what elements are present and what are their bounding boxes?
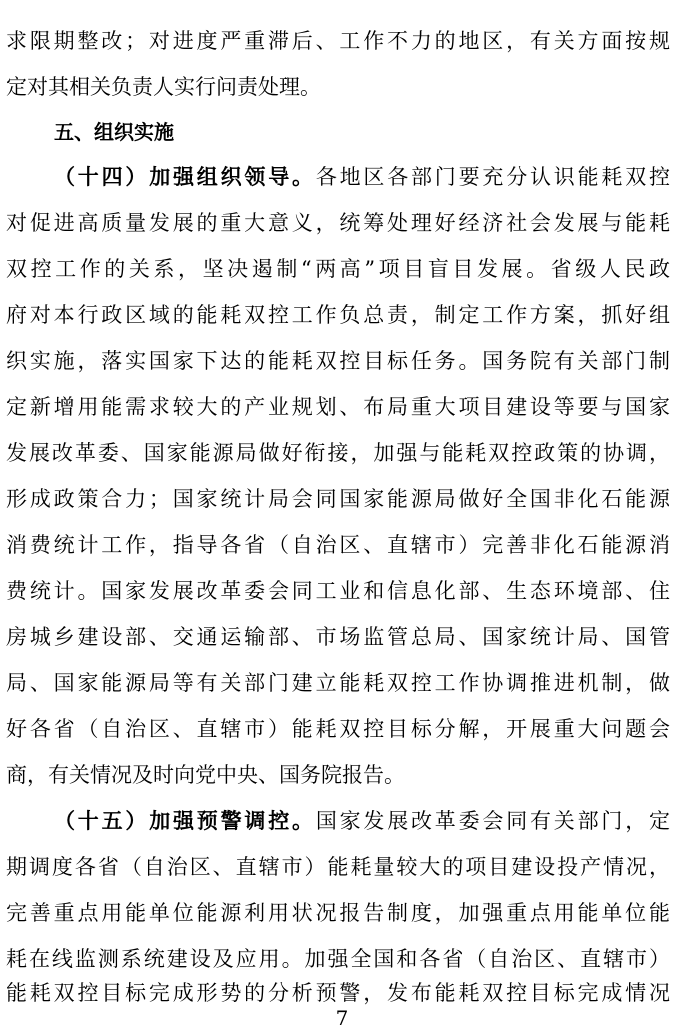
page-number: 7 <box>335 1006 349 1030</box>
para14-line: 费统计。国家发展改革委会同工业和信息化部、生态环境部、住 <box>6 579 670 603</box>
intro-line-1: 求限期整改；对进度严重滞后、工作不力的地区，有关方面按规 <box>6 29 670 53</box>
para14-line: 对促进高质量发展的重大意义，统筹处理好经济社会发展与能耗 <box>6 211 670 235</box>
intro-line-2: 定对其相关负责人实行问责处理。 <box>6 75 321 99</box>
para15-line: 耗在线监测系统建设及应用。加强全国和各省（自治区、直辖市） <box>6 947 670 971</box>
section-heading: 五、组织实施 <box>54 120 174 144</box>
para14-first-line-text: 各地区各部门要充分认识能耗双控 <box>315 165 670 189</box>
para15-first-line <box>54 806 670 836</box>
para14-line: 府对本行政区域的能耗双控工作负总责，制定工作方案，抓好组 <box>6 303 670 327</box>
para14-line: 房城乡建设部、交通运输部、市场监管总局、国家统计局、国管 <box>6 625 670 649</box>
para14-first-line <box>54 162 670 192</box>
para14-line: 形成政策合力；国家统计局会同国家能源局做好全国非化石能源 <box>6 487 670 511</box>
para15-first-line-text: 国家发展改革委会同有关部门，定 <box>315 809 670 833</box>
para15-heading: （十五）加强预警调控。 <box>54 809 316 833</box>
para14-line: 好各省（自治区、直辖市）能耗双控目标分解，开展重大问题会 <box>6 717 670 741</box>
para15-line: 完善重点用能单位能源利用状况报告制度，加强重点用能单位能 <box>6 901 670 925</box>
para14-line: 商，有关情况及时向党中央、国务院报告。 <box>6 763 405 787</box>
para14-line: 织实施，落实国家下达的能耗双控目标任务。国务院有关部门制 <box>6 349 670 373</box>
para14-line: 局、国家能源局等有关部门建立能耗双控工作协调推进机制，做 <box>6 671 670 695</box>
para15-line: 能耗双控目标完成形势的分析预警，发布能耗双控目标完成情况 <box>6 981 670 1005</box>
para14-line: 发展改革委、国家能源局做好衔接，加强与能耗双控政策的协调， <box>6 441 670 465</box>
para15-line: 期调度各省（自治区、直辖市）能耗量较大的项目建设投产情况， <box>6 855 670 879</box>
para14-line: 定新增用能需求较大的产业规划、布局重大项目建设等要与国家 <box>6 395 670 419</box>
para14-line: 双控工作的关系，坚决遏制“两高”项目盲目发展。省级人民政 <box>6 257 670 281</box>
para14-heading: （十四）加强组织领导。 <box>54 165 316 189</box>
para14-line: 消费统计工作，指导各省（自治区、直辖市）完善非化石能源消 <box>6 533 670 557</box>
